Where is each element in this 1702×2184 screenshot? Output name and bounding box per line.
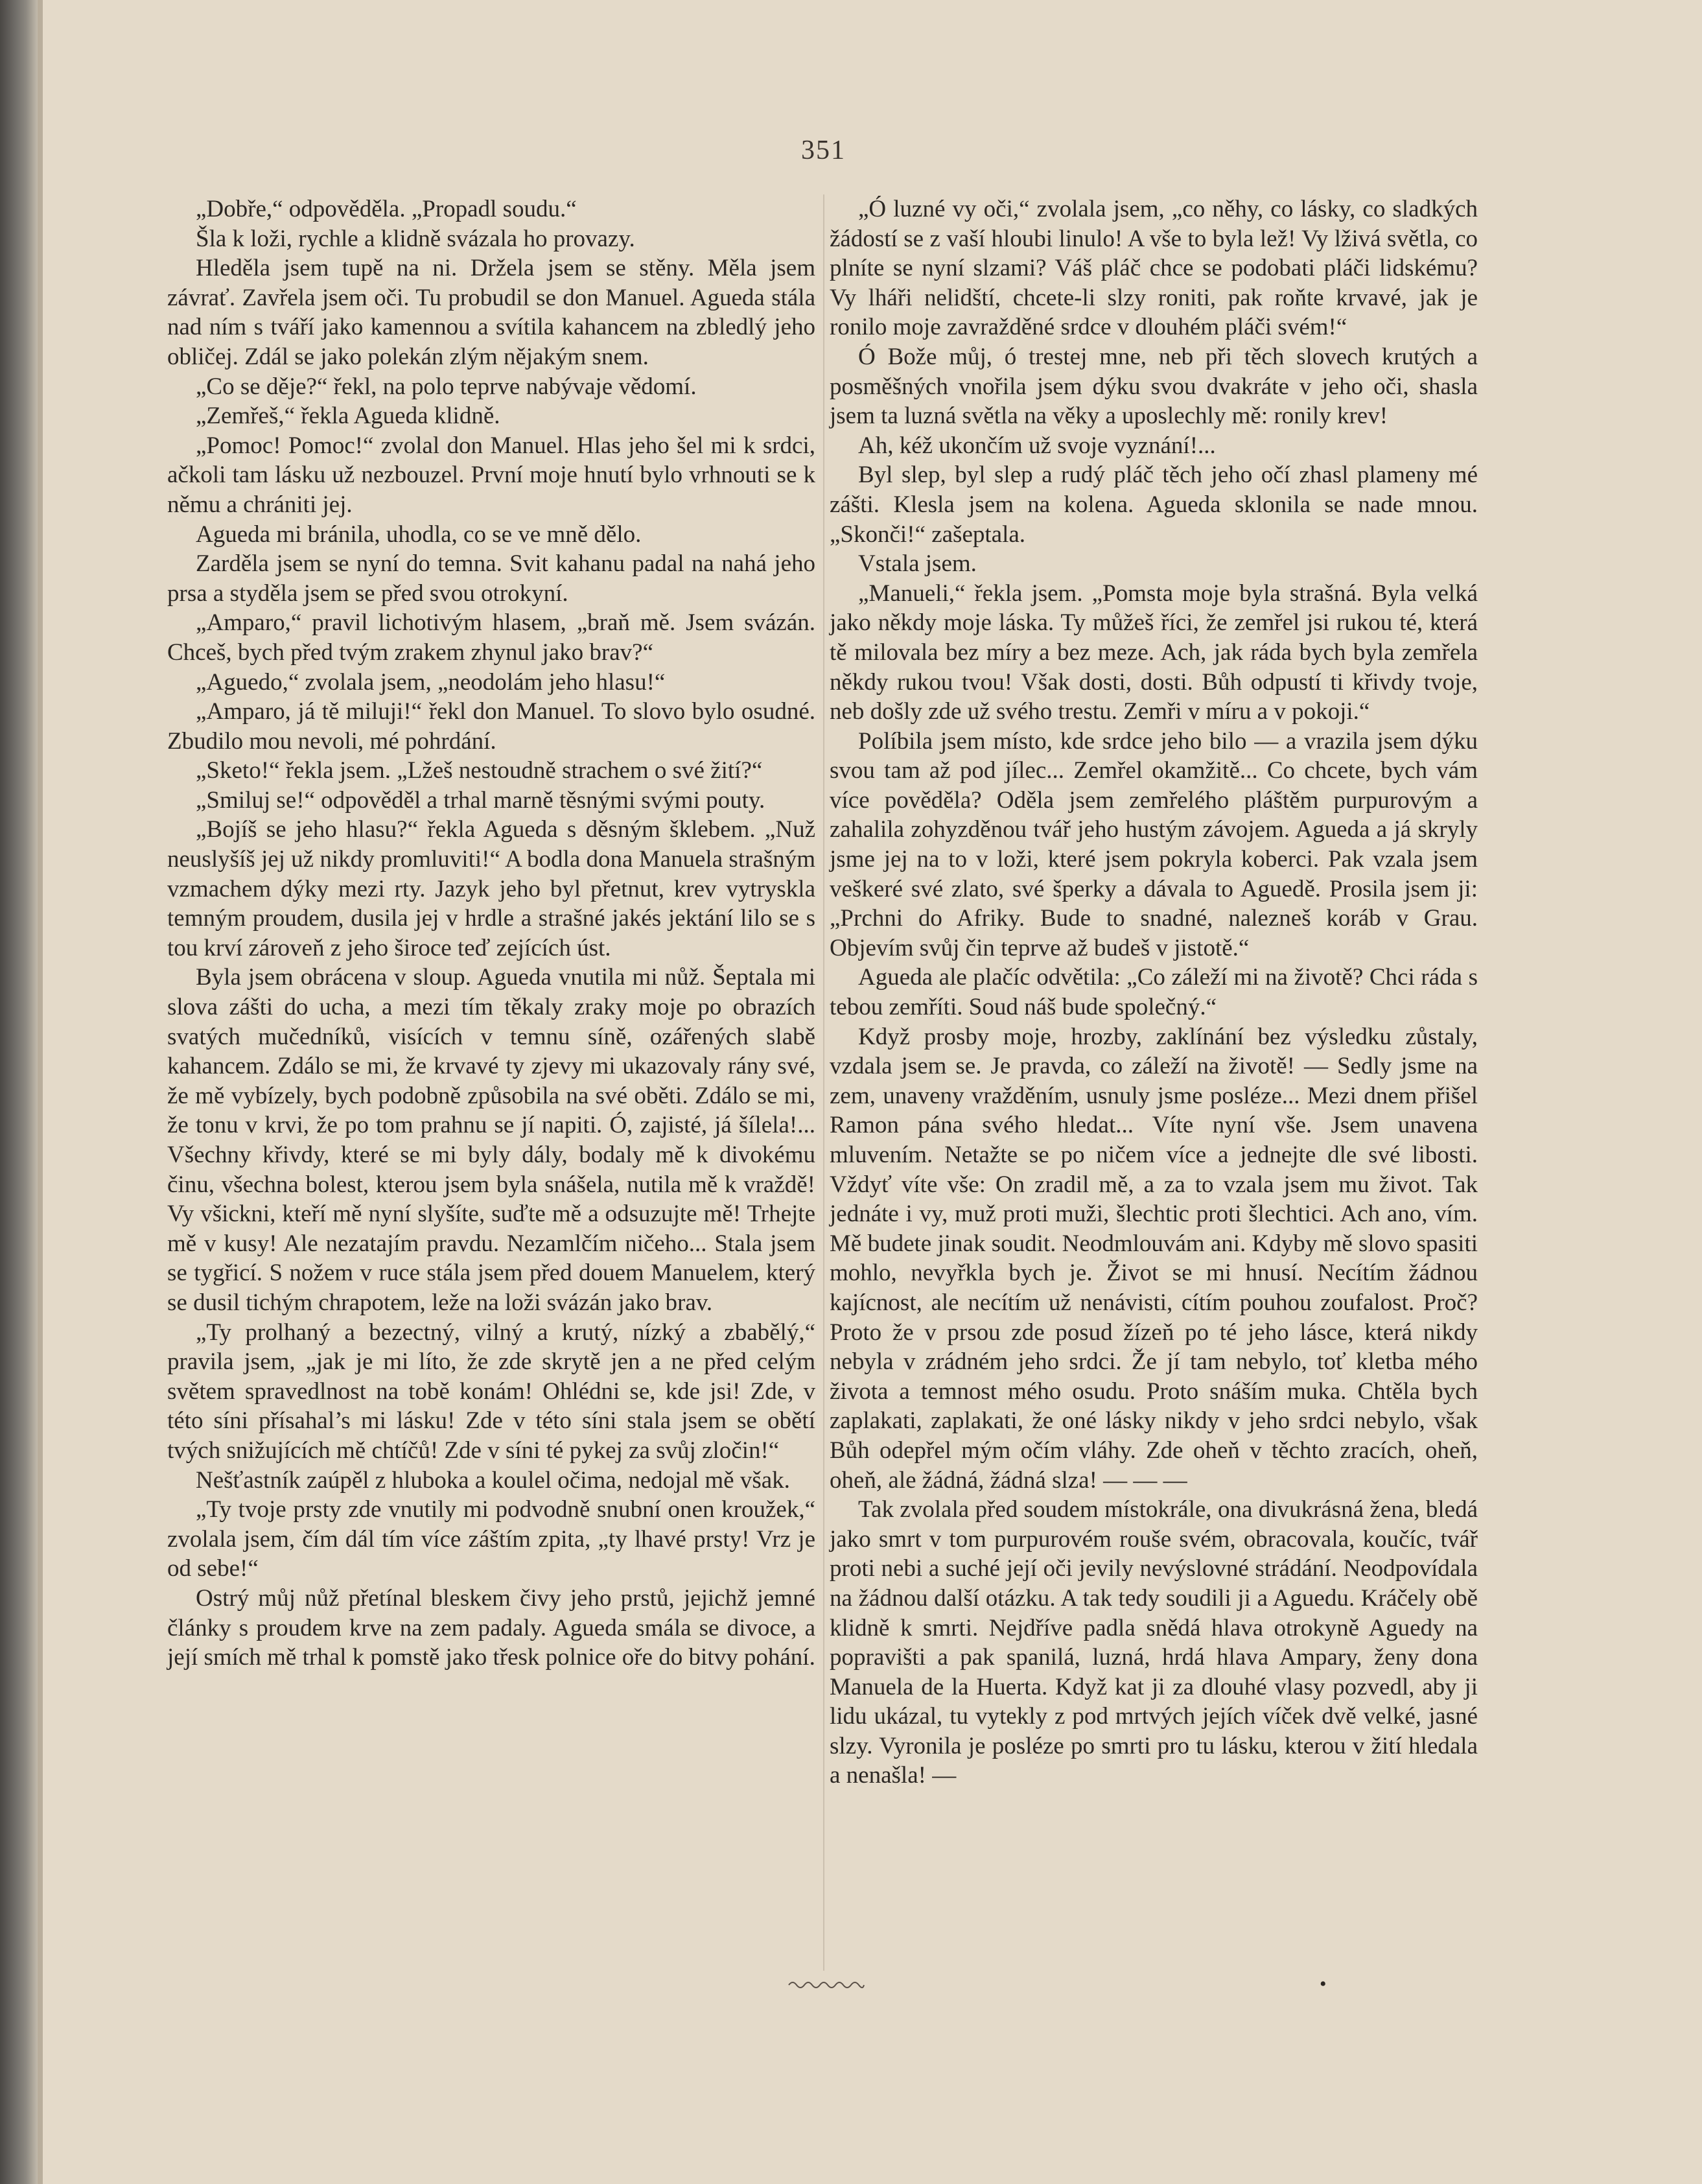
paragraph: „Ó luzné vy oči,“ zvolala jsem, „co něhy, co lásky, co sladkých žádostí se z vaší hloubi linulo! A vše to byla lež! Vy lživá světla, co plníte se nyní slzami? Váš pláč chce se podobati pláči lidskému? Vy lháři nelidští, chcete-li slzy roniti, pak roňte krvavé, jak je ronilo moje zavražděné srdce v dlouhém pláči svém!“ [830,196,1478,341]
paragraph: „Bojíš se jeho hlasu?“ řekla Agueda s děsným šklebem. „Nuž neuslyšíš jej už nikdy promluviti!“ A bodla dona Manuela strašným vzmachem dýky mezi rty. Jazyk jeho byl přetnut, krev vytryskla temným proudem, dusila jej v hrdle a strašné jakés jektání lilo se s tou krví zároveň z jeho široce teď zejících úst. [167,816,815,961]
paragraph: Byl slep, byl slep a rudý pláč těch jeho očí zhasl plameny mé zášti. Klesla jsem na kolena. Agueda sklonila se nade mnou. „Skonči!“ zašeptala. [830,462,1478,548]
right-text-column [830,194,1478,1791]
paragraph: „Amparo,“ pravil lichotivým hlasem, „braň mě. Jsem svázán. Chceš, bych před tvým zrakem zhynul jako brav?“ [167,609,815,666]
paragraph: „Ty tvoje prsty zde vnutily mi podvodně snubní onen kroužek,“ zvolala jsem, čím dál tím více záštím zpita, „ty lhavé prsty! Vrz je od sebe!“ [167,1496,815,1582]
paragraph: „Manueli,“ řekla jsem. „Pomsta moje byla strašná. Byla velká jako někdy moje láska. Ty můžeš říci, že zemřel jsi rukou té, která tě milovala bez míry a bez meze. Ach, jak ráda bych byla zemřela někdy rukou tvou! Však dosti, dosti. Bůh odpustí ti křivdy tvoje, neb došly zde už svého trestu. Zemři v míru a v pokoji.“ [830,580,1478,725]
paragraph: Ah, kéž ukončím už svoje vyznání!... [858,432,1216,459]
paragraph: Vstala jsem. [858,550,977,578]
paragraph: „Zemřeš,“ řekla Agueda klidně. [196,403,500,430]
paragraph: Agueda ale plačíc odvětila: „Co záleží mi na životě? Chci ráda s tebou zemříti. Soud náš bude společný.“ [830,964,1478,1021]
paragraph: „Smiluj se!“ odpověděl a trhal marně těsnými svými pouty. [196,786,765,814]
paragraph: Byla jsem obrácena v sloup. Agueda vnutila mi nůž. Šeptala mi slova zášti do ucha, a mezi tím těkaly zraky moje po obrazích svatých mučedníků, visících v temnu síně, ozářených slabě kahancem. Zdálo se mi, že krvavé ty zjevy mi ukazovaly rány své, že mě vybízely, bych podobně způsobila na své oběti. Zdálo se mi, že tonu v krvi, že po tom prahnu se jí napiti. Ó, zajisté, já šílela!... Všechny křivdy, které se mi byly dály, bodaly mě k divokému činu, všechna bolest, kterou jsem byla snášela, nutila mě k vraždě! Vy všickni, kteří mě nyní slyšíte, suďte mě a odsuzujte mě! Trhejte mě v kusy! Ale nezatajím pravdu. Nezamlčím ničeho... Stala jsem se tygřicí. S nožem v ruce stála jsem před douem Manuelem, který se dusil tichým chrapotem, leže na loži svázán jako brav. [167,964,815,1316]
paragraph: „Co se děje?“ řekl, na polo teprve nabývaje vědomí. [196,373,697,400]
paragraph: „Amparo, já tě miluji!“ řekl don Manuel. To slovo bylo osudné. Zbudilo mou nevoli, mé pohrdání. [167,698,815,755]
paragraph: Když prosby moje, hrozby, zaklínání bez výsledku zůstaly, vzdala jsem se. Je pravda, co záleží na životě! — Sedly jsme na zem, unaveny vražděním, usnuly jsme posléze... Mezi dnem přišel Ramon pána svého hledat... Víte nyní vše. Jsem unavena mluvením. Netažte se po ničem více a jednejte dle své libosti. Vždyť víte vše: On zradil mě, a za to vzala jsem mu život. Tak jednáte i vy, muž proti muži, šlechtic proti šlechtici. Ach ano, vím. Mě budete jinak soudit. Neodmlouvám ani. Kdyby mě slovo spasiti mohlo, nevyřkla bych je. Život se mi hnusí. Necítím žádnou kajícnost, ale necítím už nenávisti, cítím pouhou zoufalost. Proč? Proto že v prsou zde posud žízeň po té jeho lásce, která nikdy nebyla v zrádném jeho srdci. Že jí tam nebylo, toť kletba mého života a temnost mého osudu. Proto snáším muka. Chtěla bych zaplakati, zaplakati, že oné lásky nikdy v jeho srdci nebylo, však Bůh odepřel mým očím vláhy. Zde oheň v těchto zracích, oheň, oheň, ale žádná, žádná slza! — — — [830,1023,1478,1494]
paragraph: Hleděla jsem tupě na ni. Držela jsem se stěny. Měla jsem závrať. Zavřela jsem oči. Tu probudil se don Manuel. Agueda stála nad ním s tváří jako kamennou a svítila kahancem na zbledlý jeho obličej. Zdál se jako polekán zlým nějakým snem. [167,255,815,370]
page-edge [38,0,43,2184]
column-divider [823,194,824,1971]
book-binding-shadow [0,0,40,2184]
paragraph: „Sketo!“ řekla jsem. „Lžeš nestoudně strachem o své žití?“ [196,757,763,784]
paragraph: Ó Bože můj, ó trestej mne, neb při těch slovech krutých a posměšných vnořila jsem dýku svou dvakráte v jeho oči, shasla jsem ta luzná světla na věky a uposlechly mě: ronily krev! [830,343,1478,430]
paragraph: „Dobře,“ odpověděla. „Propadl soudu.“ [196,196,577,222]
wavy-ornament-icon [787,1977,865,1993]
paragraph: Šla k loži, rychle a klidně svázala ho provazy. [196,225,635,252]
paragraph: Zarděla jsem se nyní do temna. Svit kahanu padal na nahá jeho prsa a styděla jsem se před svou otrokyní. [167,550,815,607]
end-mark: • [1320,1973,1327,1995]
paragraph: Tak zvolala před soudem místokrále, ona divukrásná žena, bledá jako smrt v tom purpurovém rouše svém, obracovala, koučíc, tvář proti nebi a suché její oči jevily nevýslovné strádání. Neodpovídala na žádnou další otázku. A tak tedy soudili ji a Aguedu. Kráčely obě klidně k smrti. Nejdříve padla snědá hlava otrokyně Aguedy na popravišti a pak spanilá, luzná, hrdá hlava Ampary, ženy dona Manuela de la Huerta. Když kat ji za dlouhé vlasy pozvedl, aby ji lidu ukázal, tu vytekly z pod mrtvých jejích víček dvě velké, jasné slzy. Vyronila je posléze po smrti pro tu lásku, kterou v žití hledala a nenašla! — [830,1496,1478,1789]
paragraph: Políbila jsem místo, kde srdce jeho bilo — a vrazila jsem dýku svou tam až pod jílec... Zemřel okamžitě... Co chcete, bych vám více pověděla? Oděla jsem zemřelého pláštěm purpurovým a zahalila zohyzděnou tvář jeho hustým závojem. Agueda a já skryly jsme jej na to v loži, které jsem pokryla koberci. Pak vzala jsem veškeré své zlato, své šperky a dávala to Aguedě. Prosila jsem ji: „Prchni do Afriky. Bude to snadné, nalezneš koráb v Grau. Objevím svůj čin teprve až budeš v jistotě.“ [830,727,1478,961]
paragraph: Ostrý můj nůž přetínal bleskem čivy jeho prstů, jejichž jemné články s proudem krve na zem padaly. Agueda smála se divoce, a její smích mě trhal k pomstě jako třesk polnice oře do bitvy pohání. [167,1584,815,1671]
paragraph: Agueda mi bránila, uhodla, co se ve mně dělo. [196,521,642,548]
paragraph: „Pomoc! Pomoc!“ zvolal don Manuel. Hlas jeho šel mi k srdci, ačkoli tam lásku už nezbouzel. První moje hnutí bylo vrhnouti se k němu a chrániti jej. [167,432,815,518]
paragraph: Nešťastník zaúpěl z hluboka a koulel očima, nedojal mě však. [196,1466,790,1494]
paragraph: „Ty prolhaný a bezectný, vilný a krutý, nízký a zbabělý,“ pravila jsem, „jak je mi líto, že zde skrytě jen a ne před celým světem spravedlnost na tobě konám! Ohlédni se, kde jsi! Zde, v této síni přísahal’s mi lásku! Zde v této síni stala jsem se obětí tvých snižujících mě chtíčů! Zde v síni té pykej za svůj zločin!“ [167,1319,815,1464]
page-number: 351 [801,135,846,165]
paragraph: „Aguedo,“ zvolala jsem, „neodolám jeho hlasu!“ [196,668,666,696]
left-text-column [167,194,815,1673]
